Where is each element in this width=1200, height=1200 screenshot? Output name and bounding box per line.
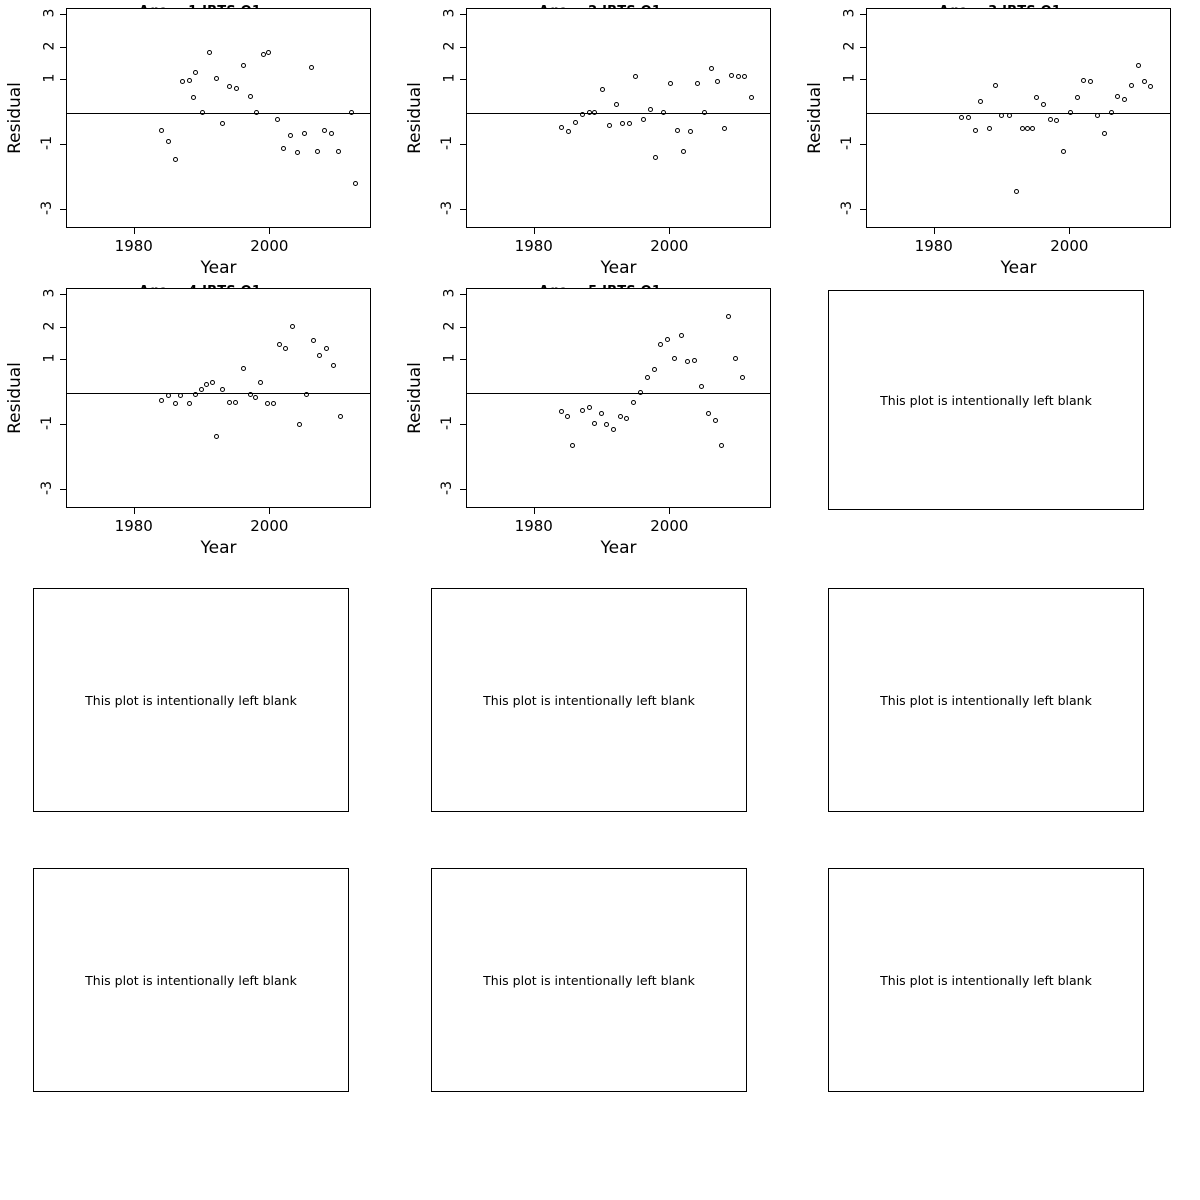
data-point — [265, 401, 270, 406]
data-point — [178, 393, 183, 398]
data-point — [204, 382, 209, 387]
data-point — [1148, 84, 1153, 89]
data-point — [736, 74, 741, 79]
data-point — [214, 76, 219, 81]
y-tick-label — [24, 200, 54, 216]
y-axis-label — [4, 8, 26, 228]
chart-panel — [800, 0, 1200, 280]
y-tick-mark — [860, 209, 866, 210]
y-tick-label — [24, 38, 58, 54]
data-point — [173, 401, 178, 406]
y-tick-label-text: 3 — [441, 9, 458, 18]
data-point — [233, 400, 238, 405]
blank-panel — [0, 560, 400, 840]
data-point — [614, 102, 619, 107]
data-point — [692, 358, 697, 363]
data-point — [1081, 78, 1086, 83]
x-tick-label: 2000 — [650, 517, 689, 535]
data-point — [559, 409, 564, 414]
x-tick-mark — [669, 228, 670, 234]
data-point — [733, 356, 738, 361]
x-tick-label: 1980 — [114, 237, 153, 255]
data-point — [304, 392, 309, 397]
y-tick-label-text: 2 — [441, 41, 458, 51]
data-point — [1014, 189, 1019, 194]
data-point — [214, 434, 219, 439]
blank-panel — [0, 840, 400, 1120]
data-point — [248, 392, 253, 397]
y-tick-label — [824, 135, 854, 151]
chart-panel — [400, 0, 800, 280]
x-tick-mark — [134, 508, 135, 514]
y-tick-label-text: 1 — [41, 353, 58, 363]
data-point — [618, 414, 623, 419]
data-point — [672, 356, 677, 361]
data-point — [607, 123, 612, 128]
y-tick-mark — [60, 14, 66, 15]
data-point — [220, 387, 225, 392]
y-tick-mark — [460, 424, 466, 425]
data-point — [604, 422, 609, 427]
y-axis-label — [4, 288, 26, 508]
data-point — [180, 79, 185, 84]
x-axis-label: Year — [1000, 258, 1037, 278]
y-tick-label-text: -3 — [439, 200, 456, 215]
y-axis-label — [404, 288, 426, 508]
data-point — [317, 353, 322, 358]
data-point — [241, 366, 246, 371]
x-tick-mark — [934, 228, 935, 234]
y-tick-mark — [460, 14, 466, 15]
y-tick-label-text: 2 — [41, 321, 58, 331]
blank-plot-area — [828, 290, 1144, 510]
zero-reference-line — [67, 393, 370, 394]
data-point — [329, 131, 334, 136]
y-tick-label — [24, 5, 58, 21]
data-point — [277, 342, 282, 347]
y-tick-mark — [60, 209, 66, 210]
data-point — [1034, 95, 1039, 100]
blank-plot-area — [33, 588, 349, 812]
data-point — [227, 400, 232, 405]
y-axis-label-text: Residual — [405, 82, 426, 154]
y-tick-mark — [460, 294, 466, 295]
data-point — [254, 110, 259, 115]
data-point — [173, 157, 178, 162]
data-point — [220, 121, 225, 126]
data-point — [688, 129, 693, 134]
x-tick-mark — [1069, 228, 1070, 234]
data-point — [283, 346, 288, 351]
data-point — [166, 139, 171, 144]
y-tick-label-text: -1 — [839, 135, 856, 150]
data-point — [266, 50, 271, 55]
blank-panel — [800, 840, 1200, 1120]
x-tick-mark — [534, 508, 535, 514]
x-tick-label: 2000 — [650, 237, 689, 255]
data-point — [311, 338, 316, 343]
y-tick-label-text: 3 — [841, 9, 858, 18]
y-tick-mark — [460, 359, 466, 360]
data-point — [193, 392, 198, 397]
data-point — [729, 73, 734, 78]
data-point — [749, 95, 754, 100]
data-point — [709, 66, 714, 71]
data-point — [207, 50, 212, 55]
y-tick-label — [24, 285, 58, 301]
blank-plot-area — [828, 588, 1144, 812]
plot-area — [66, 288, 371, 508]
y-tick-mark — [860, 14, 866, 15]
x-tick-mark — [269, 508, 270, 514]
data-point — [338, 414, 343, 419]
y-tick-label-text: -3 — [39, 200, 56, 215]
blank-plot-area — [828, 868, 1144, 1092]
y-tick-label — [24, 135, 54, 151]
y-tick-label-text: 2 — [841, 41, 858, 51]
data-point — [275, 117, 280, 122]
data-point — [665, 337, 670, 342]
data-point — [1095, 113, 1100, 118]
y-tick-label — [24, 70, 58, 86]
y-tick-label-text: -3 — [39, 480, 56, 495]
data-point — [258, 380, 263, 385]
x-tick-mark — [134, 228, 135, 234]
data-point — [315, 149, 320, 154]
data-point — [159, 398, 164, 403]
data-point — [987, 126, 992, 131]
data-point — [248, 94, 253, 99]
chart-panel — [400, 280, 800, 560]
data-point — [191, 95, 196, 100]
data-point — [261, 52, 266, 57]
blank-plot-area — [431, 868, 747, 1092]
y-tick-label — [24, 350, 58, 366]
data-point — [611, 427, 616, 432]
data-point — [227, 84, 232, 89]
y-tick-label-text: 2 — [441, 321, 458, 331]
data-point — [1007, 113, 1012, 118]
data-point — [187, 401, 192, 406]
plot-area — [466, 8, 771, 228]
y-tick-mark — [60, 144, 66, 145]
x-tick-label: 1980 — [514, 237, 553, 255]
data-point — [587, 405, 592, 410]
data-point — [679, 333, 684, 338]
data-point — [633, 74, 638, 79]
data-point — [324, 346, 329, 351]
data-point — [253, 395, 258, 400]
data-point — [661, 110, 666, 115]
y-tick-mark — [460, 209, 466, 210]
plot-area — [466, 288, 771, 508]
zero-reference-line — [867, 113, 1170, 114]
data-point — [566, 129, 571, 134]
data-point — [559, 125, 564, 130]
data-point — [668, 81, 673, 86]
data-point — [978, 99, 983, 104]
data-point — [1115, 94, 1120, 99]
data-point — [565, 414, 570, 419]
y-tick-label — [424, 5, 458, 21]
data-point — [187, 78, 192, 83]
zero-reference-line — [67, 113, 370, 114]
data-point — [1075, 95, 1080, 100]
y-tick-mark — [60, 294, 66, 295]
y-axis-label-text: Residual — [5, 362, 26, 434]
blank-panel — [800, 280, 1200, 560]
blank-plot-area — [33, 868, 349, 1092]
data-point — [353, 181, 358, 186]
x-tick-label: 2000 — [250, 517, 289, 535]
y-tick-mark — [460, 79, 466, 80]
data-point — [1054, 118, 1059, 123]
data-point — [1142, 79, 1147, 84]
y-tick-label-text: 1 — [41, 73, 58, 83]
y-axis-label-text: Residual — [805, 82, 826, 154]
data-point — [1129, 83, 1134, 88]
data-point — [302, 131, 307, 136]
data-point — [973, 128, 978, 133]
data-point — [1068, 110, 1073, 115]
x-axis-label: Year — [200, 258, 237, 278]
data-point — [322, 128, 327, 133]
data-point — [702, 110, 707, 115]
data-point — [966, 115, 971, 120]
data-point — [695, 81, 700, 86]
data-point — [1048, 117, 1053, 122]
data-point — [281, 146, 286, 151]
y-tick-label — [424, 318, 458, 334]
y-tick-label — [424, 38, 458, 54]
data-point — [1136, 63, 1141, 68]
y-tick-label-text: -1 — [39, 415, 56, 430]
x-axis-label: Year — [200, 538, 237, 558]
data-point — [592, 421, 597, 426]
data-point — [653, 155, 658, 160]
data-point — [290, 324, 295, 329]
data-point — [627, 121, 632, 126]
y-tick-mark — [460, 144, 466, 145]
y-tick-label — [824, 5, 858, 21]
y-tick-label — [424, 135, 454, 151]
data-point — [599, 411, 604, 416]
plot-area — [66, 8, 371, 228]
data-point — [715, 79, 720, 84]
data-point — [638, 390, 643, 395]
blank-plot-message: This plot is intentionally left blank — [880, 972, 1092, 988]
y-tick-label — [24, 415, 54, 431]
y-tick-label — [424, 350, 458, 366]
data-point — [699, 384, 704, 389]
data-point — [580, 112, 585, 117]
x-tick-mark — [269, 228, 270, 234]
y-axis-label-text: Residual — [5, 82, 26, 154]
data-point — [587, 110, 592, 115]
y-tick-mark — [860, 79, 866, 80]
blank-panel — [800, 560, 1200, 840]
data-point — [600, 87, 605, 92]
y-tick-label-text: 1 — [441, 353, 458, 363]
y-tick-label-text: -1 — [39, 135, 56, 150]
data-point — [713, 418, 718, 423]
x-tick-label: 2000 — [1050, 237, 1089, 255]
x-tick-mark — [669, 508, 670, 514]
y-tick-label-text: -1 — [439, 135, 456, 150]
y-tick-label-text: 1 — [441, 73, 458, 83]
y-tick-mark — [460, 47, 466, 48]
y-tick-label — [424, 70, 458, 86]
data-point — [295, 150, 300, 155]
y-tick-label-text: 3 — [41, 9, 58, 18]
data-point — [648, 107, 653, 112]
blank-panel — [400, 840, 800, 1120]
data-point — [681, 149, 686, 154]
x-tick-label: 1980 — [914, 237, 953, 255]
y-tick-mark — [60, 327, 66, 328]
data-point — [200, 110, 205, 115]
data-point — [210, 380, 215, 385]
data-point — [658, 342, 663, 347]
data-point — [993, 83, 998, 88]
data-point — [234, 86, 239, 91]
data-point — [1109, 110, 1114, 115]
data-point — [959, 115, 964, 120]
data-point — [159, 128, 164, 133]
data-point — [652, 367, 657, 372]
y-tick-label — [424, 480, 454, 496]
blank-plot-message: This plot is intentionally left blank — [880, 692, 1092, 708]
data-point — [706, 411, 711, 416]
y-tick-mark — [60, 79, 66, 80]
blank-plot-message: This plot is intentionally left blank — [85, 972, 297, 988]
y-tick-mark — [60, 47, 66, 48]
y-tick-label — [824, 38, 858, 54]
data-point — [722, 126, 727, 131]
data-point — [570, 443, 575, 448]
data-point — [1122, 97, 1127, 102]
y-tick-label-text: -3 — [839, 200, 856, 215]
data-point — [271, 401, 276, 406]
data-point — [726, 314, 731, 319]
data-point — [740, 375, 745, 380]
data-point — [349, 110, 354, 115]
y-tick-label — [824, 200, 854, 216]
y-tick-label — [824, 70, 858, 86]
data-point — [624, 416, 629, 421]
y-tick-label — [424, 415, 454, 431]
data-point — [580, 408, 585, 413]
y-tick-label-text: -3 — [439, 480, 456, 495]
plot-area — [866, 8, 1171, 228]
y-tick-label-text: 3 — [441, 289, 458, 298]
data-point — [573, 120, 578, 125]
zero-reference-line — [467, 393, 770, 394]
blank-plot-message: This plot is intentionally left blank — [483, 972, 695, 988]
data-point — [166, 393, 171, 398]
y-tick-label — [424, 200, 454, 216]
y-tick-mark — [60, 424, 66, 425]
data-point — [1041, 102, 1046, 107]
y-tick-mark — [60, 359, 66, 360]
data-point — [592, 110, 597, 115]
data-point — [685, 359, 690, 364]
y-axis-label — [804, 8, 826, 228]
y-tick-mark — [460, 327, 466, 328]
data-point — [199, 387, 204, 392]
blank-plot-area — [431, 588, 747, 812]
data-point — [999, 113, 1004, 118]
y-tick-label-text: 1 — [841, 73, 858, 83]
y-tick-label — [424, 285, 458, 301]
blank-panel — [400, 560, 800, 840]
data-point — [620, 121, 625, 126]
y-tick-label — [24, 318, 58, 334]
y-tick-label-text: 2 — [41, 41, 58, 51]
y-axis-label-text: Residual — [405, 362, 426, 434]
data-point — [1102, 131, 1107, 136]
x-axis-label: Year — [600, 538, 637, 558]
blank-plot-message: This plot is intentionally left blank — [85, 692, 297, 708]
data-point — [297, 422, 302, 427]
x-tick-label: 1980 — [114, 517, 153, 535]
data-point — [241, 63, 246, 68]
y-tick-mark — [860, 47, 866, 48]
y-tick-mark — [860, 144, 866, 145]
chart-panel — [0, 0, 400, 280]
data-point — [742, 74, 747, 79]
data-point — [1061, 149, 1066, 154]
y-axis-label — [404, 8, 426, 228]
x-tick-label: 1980 — [514, 517, 553, 535]
data-point — [1088, 79, 1093, 84]
data-point — [719, 443, 724, 448]
data-point — [675, 128, 680, 133]
data-point — [631, 400, 636, 405]
blank-plot-message: This plot is intentionally left blank — [483, 692, 695, 708]
x-tick-mark — [534, 228, 535, 234]
y-tick-label-text: 3 — [41, 289, 58, 298]
chart-panel — [0, 280, 400, 560]
blank-plot-message: This plot is intentionally left blank — [880, 392, 1092, 408]
x-tick-label: 2000 — [250, 237, 289, 255]
data-point — [336, 149, 341, 154]
y-tick-label — [24, 480, 54, 496]
data-point — [193, 70, 198, 75]
data-point — [645, 375, 650, 380]
y-tick-label-text: -1 — [439, 415, 456, 430]
y-tick-mark — [460, 489, 466, 490]
y-tick-mark — [60, 489, 66, 490]
data-point — [288, 133, 293, 138]
data-point — [1030, 126, 1035, 131]
x-axis-label: Year — [600, 258, 637, 278]
zero-reference-line — [467, 113, 770, 114]
data-point — [309, 65, 314, 70]
data-point — [331, 363, 336, 368]
data-point — [641, 117, 646, 122]
